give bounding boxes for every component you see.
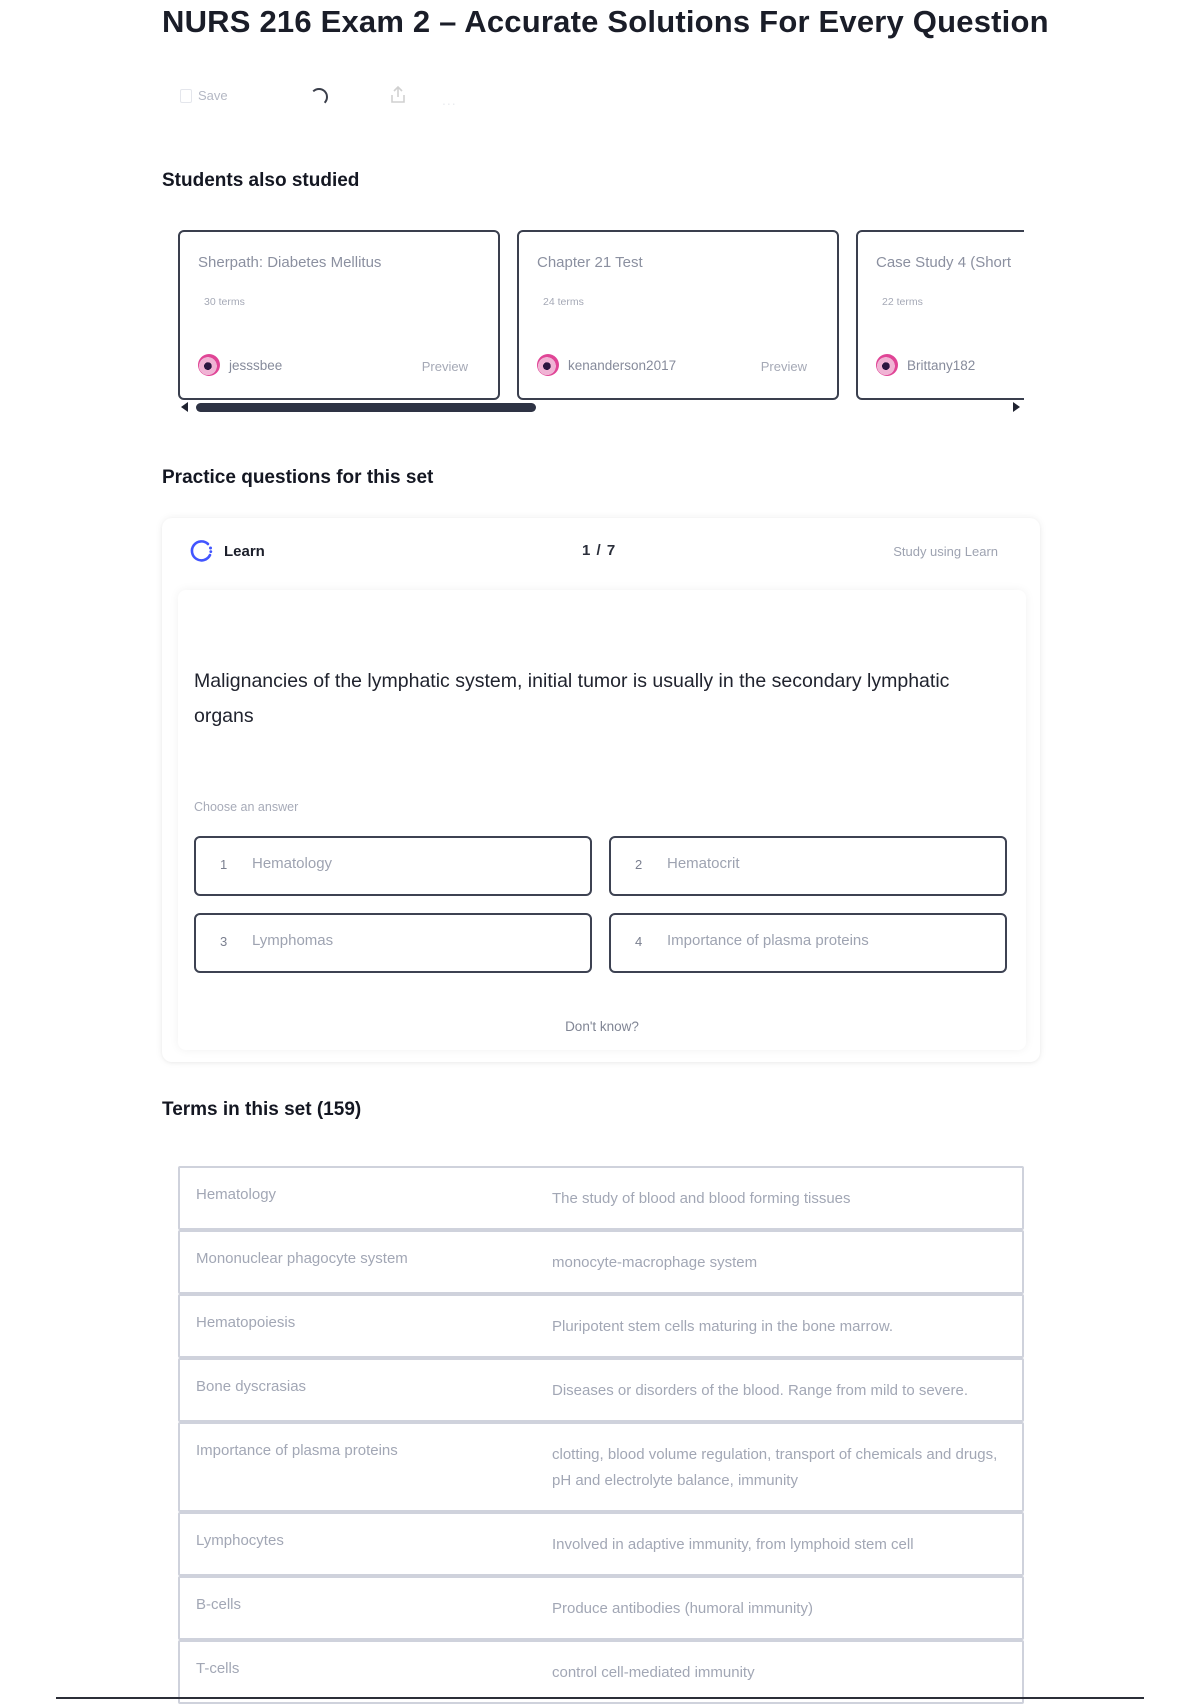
- term-word: T-cells: [196, 1660, 240, 1677]
- table-row: [178, 1422, 1024, 1512]
- card-preview-button[interactable]: Preview: [760, 359, 807, 374]
- answer-option[interactable]: [194, 836, 592, 896]
- term-definition: clotting, blood volume regulation, transport of chemicals and drugs, pH and electrolyte balance, immunity: [552, 1446, 998, 1489]
- save-button[interactable]: [180, 88, 228, 103]
- question-card: [178, 590, 1026, 1050]
- choose-answer-label: Choose an answer: [194, 800, 299, 814]
- card-terms-count: 22 terms: [882, 296, 923, 308]
- study-set-card[interactable]: [178, 230, 500, 400]
- term-word: Hematology: [196, 1186, 277, 1203]
- term-definition: Involved in adaptive immunity, from lymphoid stem cell: [552, 1536, 914, 1553]
- learn-label: Learn: [224, 542, 265, 560]
- card-author[interactable]: [198, 354, 282, 376]
- students-also-studied-heading: Students also studied: [162, 170, 360, 191]
- table-row: [178, 1294, 1024, 1358]
- dont-know-button[interactable]: Don't know?: [565, 1019, 639, 1034]
- term-word: Lymphocytes: [196, 1532, 284, 1549]
- card-author-name: Brittany182: [907, 357, 976, 373]
- table-row: [178, 1640, 1024, 1704]
- term-word: Hematopoiesis: [196, 1314, 296, 1331]
- answer-text: Hematology: [252, 855, 333, 872]
- card-author[interactable]: [537, 354, 676, 376]
- scroll-right-arrow-icon[interactable]: [1013, 402, 1020, 412]
- card-author-name: jesssbee: [229, 357, 283, 373]
- table-row: [178, 1576, 1024, 1640]
- card-terms-count: 24 terms: [543, 296, 584, 308]
- loading-spinner-icon: [310, 88, 328, 106]
- study-using-learn-link[interactable]: Study using Learn: [893, 544, 998, 559]
- learn-panel: [162, 518, 1040, 1062]
- term-definition: Pluripotent stem cells maturing in the bone marrow.: [552, 1318, 893, 1335]
- avatar: [537, 354, 559, 376]
- study-set-card[interactable]: [517, 230, 839, 400]
- table-row: [178, 1358, 1024, 1422]
- card-terms-count: 30 terms: [204, 296, 245, 308]
- toolbar: [180, 86, 480, 110]
- question-text: Malignancies of the lymphatic system, initial tumor is usually in the secondary lymphatic organs: [194, 670, 950, 727]
- term-word: Importance of plasma proteins: [196, 1442, 398, 1459]
- scroll-left-arrow-icon[interactable]: [181, 402, 188, 412]
- bookmark-icon: [180, 89, 192, 103]
- page-title: NURS 216 Exam 2 – Accurate Solutions For Every Question: [162, 4, 1049, 39]
- term-definition: monocyte-macrophage system: [552, 1254, 758, 1271]
- study-set-card[interactable]: [856, 230, 1024, 400]
- card-title: Case Study 4 (Short: [876, 254, 1012, 271]
- card-preview-button[interactable]: Preview: [421, 359, 468, 374]
- answer-text: Lymphomas: [252, 932, 334, 949]
- term-definition: Diseases or disorders of the blood. Range from mild to severe.: [552, 1382, 969, 1399]
- answer-number: 2: [635, 857, 643, 872]
- page-bottom-divider: [56, 1697, 1144, 1699]
- term-definition: The study of blood and blood forming tissues: [552, 1190, 851, 1207]
- card-author-name: kenanderson2017: [568, 357, 677, 373]
- answer-option[interactable]: [609, 913, 1007, 973]
- learn-header: [188, 538, 265, 564]
- term-definition: Produce antibodies (humoral immunity): [552, 1600, 813, 1617]
- answer-number: 4: [635, 934, 643, 949]
- table-row: [178, 1512, 1024, 1576]
- term-word: B-cells: [196, 1596, 242, 1613]
- answer-option[interactable]: [609, 836, 1007, 896]
- terms-heading: Terms in this set (159): [162, 1099, 362, 1120]
- card-title: Chapter 21 Test: [537, 254, 643, 271]
- answer-number: 1: [220, 857, 228, 872]
- carousel-scrollbar[interactable]: [196, 403, 536, 412]
- card-author[interactable]: [876, 354, 975, 376]
- more-options-button[interactable]: ...: [442, 92, 457, 108]
- term-word: Bone dyscrasias: [196, 1378, 307, 1395]
- table-row: [178, 1166, 1024, 1230]
- answer-number: 3: [220, 934, 228, 949]
- card-title: Sherpath: Diabetes Mellitus: [198, 254, 382, 271]
- term-definition: control cell-mediated immunity: [552, 1664, 755, 1681]
- avatar: [198, 354, 220, 376]
- answer-text: Importance of plasma proteins: [667, 932, 869, 949]
- practice-questions-heading: Practice questions for this set: [162, 467, 434, 488]
- terms-table: [178, 1166, 1024, 1704]
- share-icon[interactable]: [390, 86, 406, 104]
- question-progress: 1 / 7: [582, 542, 617, 559]
- save-label: Save: [198, 88, 228, 103]
- term-word: Mononuclear phagocyte system: [196, 1250, 408, 1267]
- answer-text: Hematocrit: [667, 855, 740, 872]
- avatar: [876, 354, 898, 376]
- answer-option[interactable]: [194, 913, 592, 973]
- study-set-carousel: [178, 230, 1024, 416]
- table-row: [178, 1230, 1024, 1294]
- learn-icon: [188, 538, 214, 564]
